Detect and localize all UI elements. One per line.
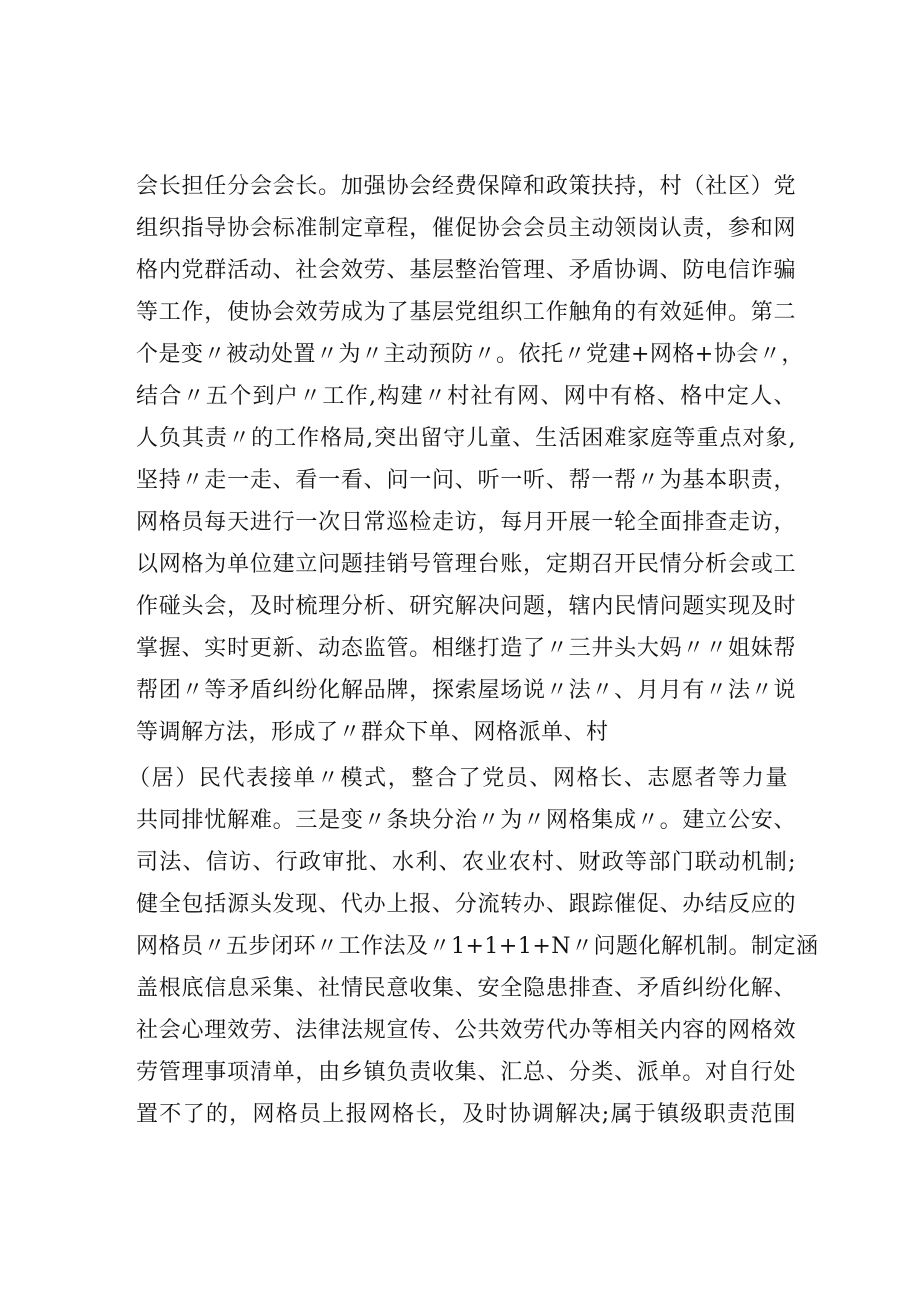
paragraph-line: 格内党群活动、社会效劳、基层整治管理、矛盾协调、防电信诈骗: [136, 258, 796, 283]
paragraph-line: 个是变〃被动处置〃为〃主动预防〃。依托〃党建+网格+协会〃，: [136, 342, 804, 367]
paragraph-line: 帮团〃等矛盾纠纷化解品牌，探索屋场说〃法〃、月月有〃法〃说: [136, 678, 796, 703]
paragraph-line: 健全包括源头发现、代办上报、分流转办、跟踪催促、办结反应的: [136, 892, 796, 917]
paragraph-line: （居）民代表接单〃模式，整合了党员、网格长、志愿者等力量: [128, 766, 788, 791]
paragraph-line: 坚持〃走一走、看一看、问一问、听一听、帮一帮〃为基本职责，: [136, 468, 796, 493]
paragraph-line: 社会心理效劳、法律法规宣传、公共效劳代办等相关内容的网格效: [136, 1018, 796, 1043]
paragraph-line: 劳管理事项清单，由乡镇负责收集、汇总、分类、派单。对自行处: [136, 1060, 796, 1085]
paragraph-line: 组织指导协会标准制定章程，催促协会会员主动领岗认责，参和网: [136, 216, 796, 241]
paragraph-line: 网格员每天进行一次日常巡检走访，每月开展一轮全面排查走访，: [136, 510, 796, 535]
paragraph-line: 网格员〃五步闭环〃工作法及〃1+1+1+N〃问题化解机制。制定涵: [136, 934, 819, 959]
paragraph-line: 等调解方法，形成了〃群众下单、网格派单、村: [136, 720, 609, 745]
paragraph-line: 等工作，使协会效劳成为了基层党组织工作触角的有效延伸。第二: [136, 300, 796, 325]
paragraph-line: 人负其责〃的工作格局,突出留守儿童、生活困难家庭等重点对象,: [136, 426, 796, 451]
paragraph-line: 会长担任分会会长。加强协会经费保障和政策扶持，村（社区）党: [136, 174, 796, 199]
paragraph-line: 作碰头会，及时梳理分析、研究解决问题，辖内民情问题实现及时: [136, 594, 796, 619]
paragraph-line: 掌握、实时更新、动态监管。相继打造了〃三井头大妈〃〃姐妹帮: [136, 636, 796, 661]
paragraph-line: 置不了的，网格员上报网格长，及时协调解决;属于镇级职责范围: [136, 1102, 796, 1127]
paragraph-line: 结合〃五个到户〃工作,构建〃村社有网、网中有格、格中定人、: [136, 384, 796, 409]
paragraph-line: 共同排忧解难。三是变〃条块分治〃为〃网格集成〃。建立公安、: [136, 808, 796, 833]
paragraph-line: 司法、信访、行政审批、水利、农业农村、财政等部门联动机制;: [136, 850, 796, 875]
paragraph-line: 以网格为单位建立问题挂销号管理台账，定期召开民情分析会或工: [136, 552, 796, 577]
paragraph-line: 盖根底信息采集、社情民意收集、安全隐患排查、矛盾纠纷化解、: [136, 976, 796, 1001]
